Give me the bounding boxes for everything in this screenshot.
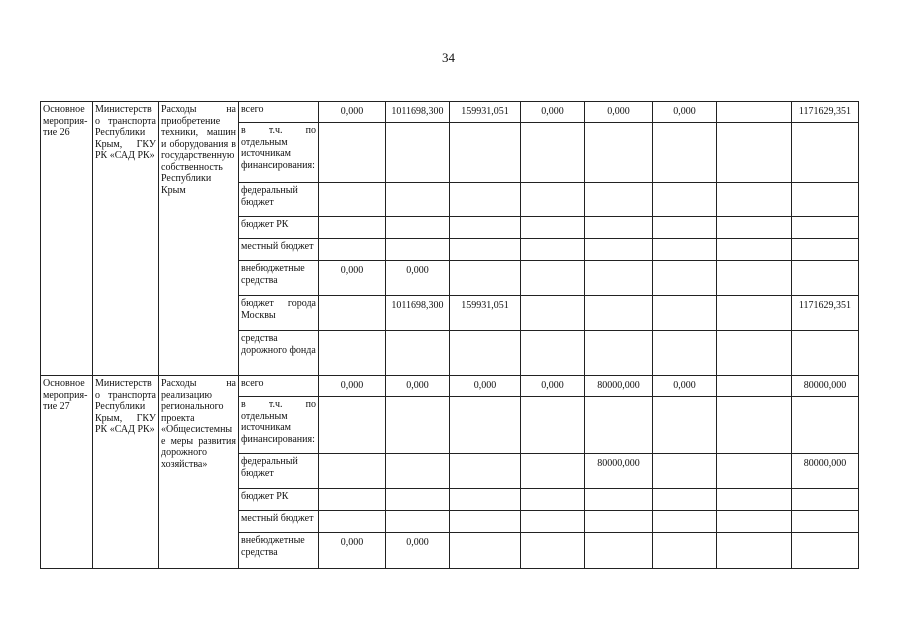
event-cell: Основное мероприя-тие 27 <box>41 376 93 569</box>
organization-cell: Министерство транспорта Республики Крым, ГКУ РК «САД РК» <box>93 376 159 569</box>
amount-cell: 0,000 <box>450 376 521 397</box>
amount-cell <box>653 261 717 296</box>
amount-cell: 1171629,351 <box>792 296 859 331</box>
amount-cell: 1011698,300 <box>386 296 450 331</box>
amount-cell <box>585 217 653 239</box>
amount-cell: 0,000 <box>521 102 585 123</box>
amount-cell <box>585 123 653 183</box>
amount-cell <box>585 296 653 331</box>
amount-cell <box>653 533 717 569</box>
funding-source-label: бюджет города Москвы <box>239 296 319 331</box>
amount-cell <box>792 533 859 569</box>
amount-cell <box>585 397 653 454</box>
amount-cell: 0,000 <box>386 533 450 569</box>
amount-cell <box>386 183 450 217</box>
amount-cell <box>717 331 792 376</box>
amount-cell <box>653 454 717 489</box>
funding-source-label: в т.ч. по отдельным источникам финансирования: <box>239 397 319 454</box>
amount-cell <box>521 489 585 511</box>
amount-cell <box>717 217 792 239</box>
amount-cell <box>717 397 792 454</box>
amount-cell <box>585 239 653 261</box>
amount-cell <box>653 239 717 261</box>
amount-cell <box>319 397 386 454</box>
amount-cell <box>319 239 386 261</box>
amount-cell <box>319 123 386 183</box>
table-row <box>41 102 859 123</box>
amount-cell <box>717 261 792 296</box>
funding-source-label: всего <box>239 102 319 123</box>
amount-cell <box>386 454 450 489</box>
amount-cell <box>653 397 717 454</box>
amount-cell <box>585 533 653 569</box>
amount-cell <box>792 397 859 454</box>
amount-cell <box>319 454 386 489</box>
amount-cell <box>521 397 585 454</box>
amount-cell <box>717 533 792 569</box>
amount-cell <box>386 217 450 239</box>
amount-cell <box>319 217 386 239</box>
amount-cell <box>792 511 859 533</box>
amount-cell <box>792 183 859 217</box>
amount-cell <box>319 511 386 533</box>
amount-cell <box>319 183 386 217</box>
amount-cell <box>717 102 792 123</box>
amount-cell <box>521 261 585 296</box>
amount-cell: 80000,000 <box>792 376 859 397</box>
funding-source-label: в т.ч. по отдельным источникам финансирования: <box>239 123 319 183</box>
amount-cell: 1171629,351 <box>792 102 859 123</box>
amount-cell <box>717 511 792 533</box>
amount-cell <box>585 489 653 511</box>
amount-cell <box>585 511 653 533</box>
amount-cell <box>521 533 585 569</box>
amount-cell <box>450 511 521 533</box>
amount-cell <box>319 296 386 331</box>
amount-cell <box>653 296 717 331</box>
amount-cell <box>521 296 585 331</box>
amount-cell <box>521 511 585 533</box>
amount-cell <box>717 183 792 217</box>
amount-cell <box>653 217 717 239</box>
organization-cell: Министерство транспорта Республики Крым, ГКУ РК «САД РК» <box>93 102 159 376</box>
amount-cell <box>717 296 792 331</box>
amount-cell <box>386 239 450 261</box>
funding-source-label: бюджет РК <box>239 217 319 239</box>
amount-cell <box>521 217 585 239</box>
amount-cell: 0,000 <box>386 376 450 397</box>
amount-cell <box>450 331 521 376</box>
amount-cell: 159931,051 <box>450 102 521 123</box>
amount-cell <box>792 489 859 511</box>
amount-cell <box>653 331 717 376</box>
amount-cell <box>653 183 717 217</box>
amount-cell: 0,000 <box>319 261 386 296</box>
amount-cell <box>585 183 653 217</box>
amount-cell <box>653 123 717 183</box>
amount-cell: 1011698,300 <box>386 102 450 123</box>
amount-cell: 0,000 <box>521 376 585 397</box>
amount-cell: 0,000 <box>319 102 386 123</box>
page-number: 34 <box>442 50 455 65</box>
funding-source-label: местный бюджет <box>239 239 319 261</box>
amount-cell <box>792 123 859 183</box>
amount-cell <box>792 217 859 239</box>
amount-cell <box>717 239 792 261</box>
description-cell: Расходы на реализацию регионального проекта «Общесистемные меры развития дорожного хозяйства» <box>159 376 239 569</box>
amount-cell <box>450 397 521 454</box>
amount-cell: 80000,000 <box>792 454 859 489</box>
amount-cell <box>653 511 717 533</box>
table-row <box>41 376 859 397</box>
amount-cell <box>792 239 859 261</box>
amount-cell: 0,000 <box>585 102 653 123</box>
amount-cell: 80000,000 <box>585 454 653 489</box>
amount-cell <box>717 489 792 511</box>
amount-cell <box>450 183 521 217</box>
amount-cell: 159931,051 <box>450 296 521 331</box>
amount-cell <box>521 331 585 376</box>
amount-cell <box>319 489 386 511</box>
amount-cell: 0,000 <box>319 533 386 569</box>
funding-source-label: внебюджетные средства <box>239 261 319 296</box>
amount-cell <box>792 261 859 296</box>
funding-source-label: федеральный бюджет <box>239 183 319 217</box>
funding-source-label: внебюджетные средства <box>239 533 319 569</box>
amount-cell: 0,000 <box>653 376 717 397</box>
amount-cell <box>521 239 585 261</box>
amount-cell <box>386 123 450 183</box>
amount-cell <box>521 454 585 489</box>
funding-source-label: федеральный бюджет <box>239 454 319 489</box>
funding-source-label: бюджет РК <box>239 489 319 511</box>
amount-cell <box>450 217 521 239</box>
amount-cell <box>386 397 450 454</box>
amount-cell <box>717 454 792 489</box>
amount-cell <box>319 331 386 376</box>
amount-cell: 0,000 <box>386 261 450 296</box>
amount-cell <box>792 331 859 376</box>
funding-source-label: местный бюджет <box>239 511 319 533</box>
budget-table <box>40 101 859 569</box>
amount-cell <box>450 489 521 511</box>
amount-cell <box>450 123 521 183</box>
amount-cell <box>717 376 792 397</box>
amount-cell: 0,000 <box>653 102 717 123</box>
amount-cell: 0,000 <box>319 376 386 397</box>
amount-cell <box>521 183 585 217</box>
amount-cell <box>450 239 521 261</box>
amount-cell <box>450 261 521 296</box>
amount-cell <box>717 123 792 183</box>
amount-cell <box>386 331 450 376</box>
funding-source-label: всего <box>239 376 319 397</box>
amount-cell <box>521 123 585 183</box>
amount-cell <box>585 331 653 376</box>
amount-cell <box>450 533 521 569</box>
event-cell: Основное мероприя-тие 26 <box>41 102 93 376</box>
amount-cell <box>450 454 521 489</box>
amount-cell <box>585 261 653 296</box>
amount-cell <box>653 489 717 511</box>
funding-source-label: средства дорожного фонда <box>239 331 319 376</box>
amount-cell: 80000,000 <box>585 376 653 397</box>
description-cell: Расходы на приобретение техники, машин и оборудования в государственную собственность Республики Крым <box>159 102 239 376</box>
amount-cell <box>386 489 450 511</box>
amount-cell <box>386 511 450 533</box>
